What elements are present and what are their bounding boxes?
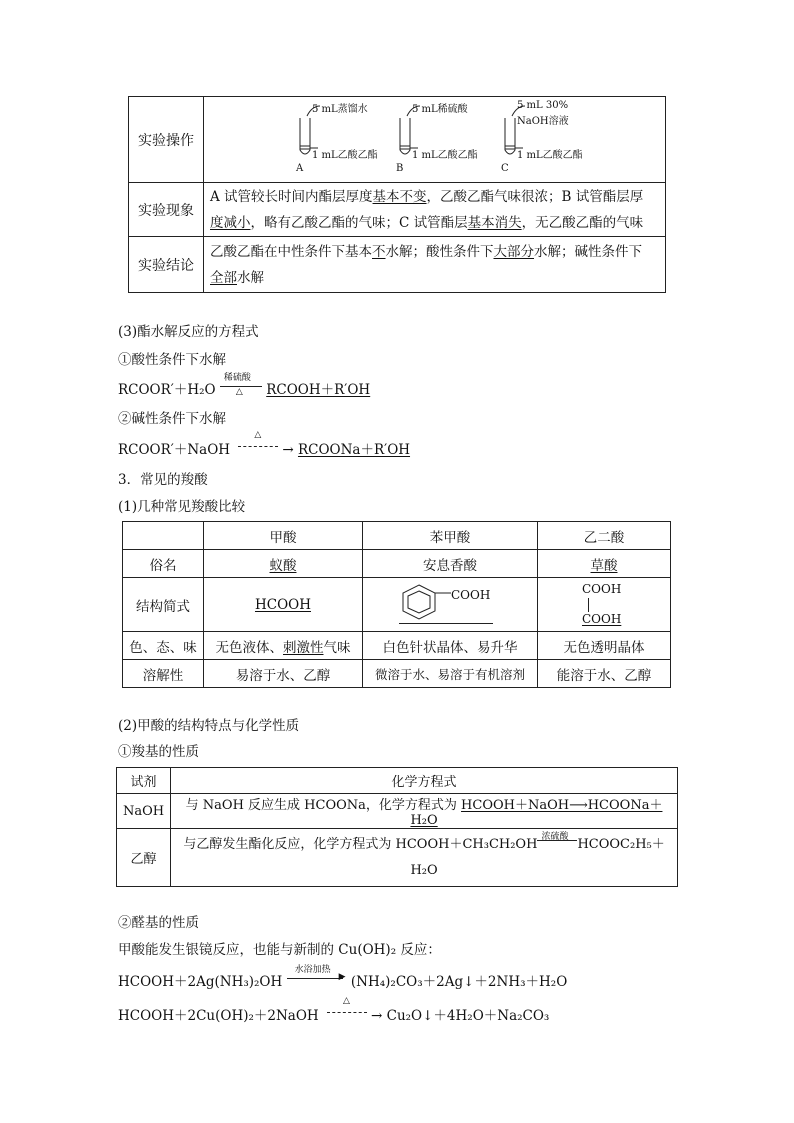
oxalic-appearance: 无色透明晶体 — [538, 632, 671, 660]
copper-hydroxide-equation: HCOOH＋2Cu(OH)₂＋2NaOH △ → Cu₂O↓＋4H₂O＋Na₂CO₃ — [118, 996, 550, 1024]
row-label-operation: 实验操作 — [129, 97, 204, 183]
formic-solubility: 易溶于水、乙醇 — [204, 660, 363, 688]
tube-c-letter: C — [501, 163, 509, 174]
acids-subheading: (1)几种常见羧酸比较 — [118, 499, 246, 515]
acids-table — [122, 521, 671, 688]
silver-mirror-equation: HCOOH＋2Ag(NH₃)₂OH 水浴加热 ▶ (NH₄)₂CO₃＋2Ag↓＋2NH₃＋H₂O — [118, 965, 568, 990]
col-formic: 甲酸 — [204, 522, 363, 550]
aldehyde-title: ②醛基的性质 — [118, 915, 199, 931]
formic-appearance: 无色液体、刺激性气味 — [204, 632, 363, 660]
tube-c-top-label: 5 mL 30% — [517, 100, 569, 111]
tube-b-top-label: 5 mL稀硫酸 — [412, 104, 468, 115]
naoh-reaction: 与 NaOH 反应生成 HCOONa，化学方程式为 HCOOH＋NaOH⟶HCOONa＋H₂O — [171, 794, 678, 829]
col-reagent: 试剂 — [117, 768, 171, 794]
col-oxalic: 乙二酸 — [538, 522, 671, 550]
experiment-table — [128, 96, 666, 293]
oxalic-common-name: 草酸 — [590, 557, 618, 574]
base-hydrolysis-equation: RCOOR′＋NaOH △ → RCOONa＋R′OH — [118, 430, 411, 458]
aldehyde-description: 甲酸能发生银镜反应，也能与新制的 Cu(OH)₂ 反应： — [118, 942, 441, 958]
ethanol-reaction: 与乙醇发生酯化反应，化学方程式为 HCOOH＋CH₃CH₂OH 浓硫酸 HCOOC₂H₅＋ H₂O — [171, 829, 678, 887]
base-hydrolysis-title: ②碱性条件下水解 — [118, 411, 226, 427]
conclusion-text: 乙酸乙酯在中性条件下基本不水解；酸性条件下大部分水解；碱性条件下 全部水解 — [204, 237, 666, 293]
benzoic-structure: COOH — [363, 578, 538, 632]
tube-c-bottom-label: 1 mL乙酸乙酯 — [517, 150, 583, 161]
tube-b-bottom-label: 1 mL乙酸乙酯 — [412, 150, 478, 161]
carboxyl-title: ①羧基的性质 — [118, 744, 199, 760]
tube-a-letter: A — [296, 163, 304, 174]
row-label-structure: 结构简式 — [123, 578, 204, 632]
benzoic-common-name: 安息香酸 — [363, 550, 538, 578]
oxalic-structure: COOH COOH — [538, 578, 671, 632]
oxalic-solubility: 能溶于水、乙醇 — [538, 660, 671, 688]
acids-heading: 3．常见的羧酸 — [118, 472, 208, 488]
formic-reactions-table — [116, 767, 678, 887]
reagent-ethanol: 乙醇 — [117, 829, 171, 887]
phenomenon-text: A 试管较长时间内酯层厚度基本不变，乙酸乙酯气味很浓；B 试管酯层厚 度减小，略有乙酸乙酯的气味；C 试管酯层基本消失，无乙酸乙酯的气味 — [204, 183, 666, 237]
acid-hydrolysis-title: ①酸性条件下水解 — [118, 352, 226, 368]
row-label-common-name: 俗名 — [123, 550, 204, 578]
hydrolysis-heading: (3)酯水解反应的方程式 — [118, 324, 259, 340]
reagent-naoh: NaOH — [117, 794, 171, 829]
formic-structure: HCOOH — [254, 596, 311, 613]
formic-heading: (2)甲酸的结构特点与化学性质 — [118, 718, 300, 734]
row-label-conclusion: 实验结论 — [129, 237, 204, 293]
tube-diagram-cell — [204, 97, 666, 183]
tube-c-top-label2: NaOH溶液 — [517, 116, 569, 127]
col-equation: 化学方程式 — [171, 768, 678, 794]
acid-hydrolysis-equation: RCOOR′＋H₂O 稀硫酸 △ RCOOH＋R′OH — [118, 373, 371, 398]
benzoic-appearance: 白色针状晶体、易升华 — [363, 632, 538, 660]
tube-a-bottom-label: 1 mL乙酸乙酯 — [312, 150, 378, 161]
tube-b-letter: B — [396, 163, 404, 174]
benzoic-solubility: 微溶于水、易溶于有机溶剂 — [363, 660, 538, 688]
row-label-appearance: 色、态、味 — [123, 632, 204, 660]
formic-common-name: 蚁酸 — [269, 557, 297, 574]
row-label-phenomenon: 实验现象 — [129, 183, 204, 237]
row-label-solubility: 溶解性 — [123, 660, 204, 688]
col-benzoic: 苯甲酸 — [363, 522, 538, 550]
tube-a-top-label: 5 mL蒸馏水 — [312, 104, 368, 115]
